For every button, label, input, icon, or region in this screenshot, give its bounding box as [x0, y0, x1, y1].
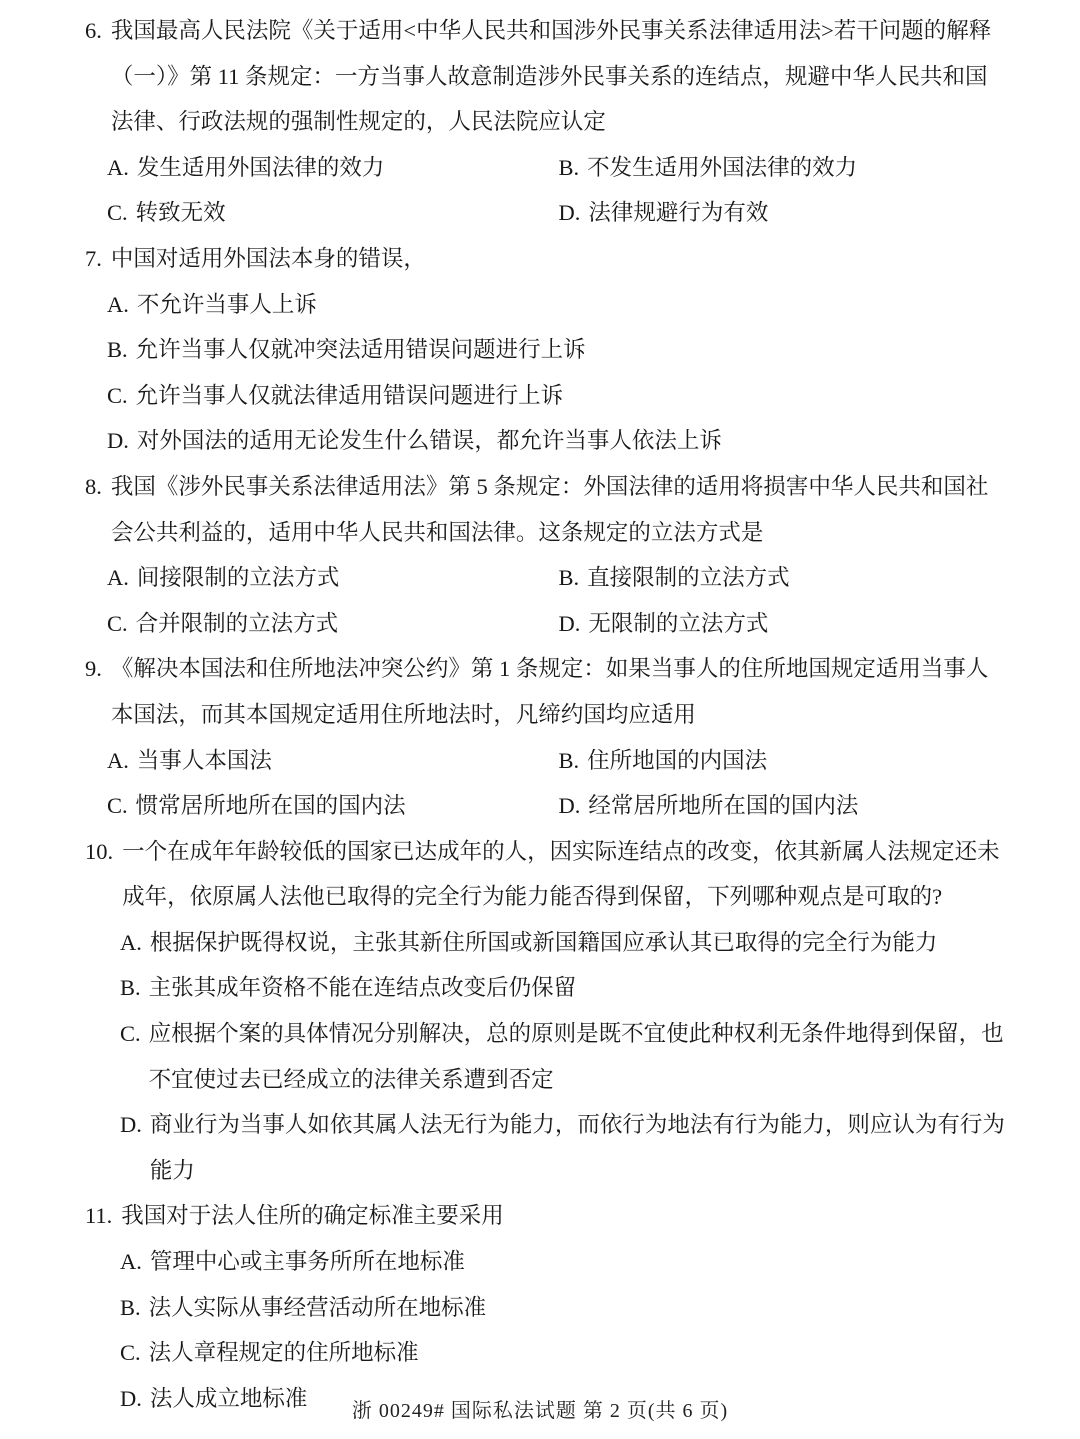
option-label: A. — [107, 154, 129, 180]
option — [120, 1330, 1010, 1376]
page-footer — [0, 1394, 1080, 1423]
option — [120, 1239, 1010, 1285]
question-stem — [85, 1193, 1010, 1239]
option-label: D. — [120, 1112, 142, 1138]
question — [85, 464, 1010, 646]
option-text: 无限制的立法方式 — [588, 610, 769, 636]
option-label: B. — [558, 747, 580, 773]
question-text: 中国对适用外国法本身的错误， — [110, 245, 426, 271]
option-text: 应根据个案的具体情况分别解决，总的原则是既不宜使此种权利无条件地得到保留，也不宜使过去已经成立的法律关系遭到否定 — [148, 1021, 1004, 1092]
option — [107, 145, 559, 191]
option — [107, 190, 559, 236]
option — [107, 282, 1010, 328]
option-text: 管理中心或主事务所所在地标准 — [149, 1249, 465, 1275]
option-label: C. — [107, 382, 128, 408]
option-label: D. — [558, 793, 581, 819]
option-text: 法人章程规定的住所地标准 — [148, 1340, 419, 1366]
option-text: 法人成立地标准 — [149, 1385, 308, 1411]
option-label: D. — [558, 200, 581, 226]
option — [120, 965, 1010, 1011]
question — [85, 236, 1010, 464]
option-label: A. — [120, 929, 142, 955]
option-text: 根据保护既得权说，主张其新住所国或新国籍国应承认其已取得的完全行为能力 — [149, 929, 938, 955]
question — [85, 1193, 1010, 1421]
option-label: A. — [107, 565, 129, 591]
question-stem — [85, 8, 1010, 145]
option-text: 主张其成年资格不能在连结点改变后仍保留 — [148, 975, 577, 1001]
question-text: 我国对于法人住所的确定标准主要采用 — [121, 1203, 504, 1229]
option-text: 经常居所地所在国的国内法 — [588, 793, 859, 819]
question — [85, 8, 1010, 236]
option-label: C. — [120, 1340, 141, 1366]
option-text: 直接限制的立法方式 — [587, 565, 790, 591]
question-text: 一个在成年年龄较低的国家已达成年的人，因实际连结点的改变，依其新属人法规定还未成年，依原属人法他已取得的完全行为能力能否得到保留，下列哪种观点是可取的? — [122, 838, 1000, 910]
option-label: C. — [107, 200, 128, 226]
option-list — [107, 282, 1010, 464]
option — [107, 327, 1010, 373]
option-text: 允许当事人仅就法律适用错误问题进行上诉 — [135, 382, 564, 408]
option-label: D. — [558, 610, 581, 636]
option — [559, 601, 1011, 647]
option-label: A. — [107, 747, 129, 773]
option-label: B. — [558, 154, 580, 180]
question — [85, 646, 1010, 828]
option-list — [120, 920, 1010, 1194]
option — [107, 601, 559, 647]
option — [107, 418, 1010, 464]
option — [559, 738, 1011, 784]
option-text: 不允许当事人上诉 — [136, 291, 317, 317]
question-number: 6. — [85, 18, 102, 43]
option-label: C. — [107, 793, 128, 819]
option — [107, 373, 1010, 419]
option-text: 对外国法的适用无论发生什么错误，都允许当事人依法上诉 — [136, 428, 722, 454]
option — [120, 1285, 1010, 1331]
footer-text: 浙 00249# 国际私法试题 第 2 页(共 6 页) — [351, 1400, 729, 1422]
question-number: 9. — [85, 656, 102, 682]
question-number: 10. — [85, 838, 114, 864]
option — [107, 555, 559, 601]
option — [559, 190, 1011, 236]
option — [107, 738, 559, 784]
question-stem — [85, 646, 1010, 737]
option-label: C. — [107, 610, 128, 636]
option-label: D. — [107, 428, 129, 454]
question-stem — [85, 829, 1010, 920]
option-text: 间接限制的立法方式 — [136, 565, 340, 591]
option-text: 发生适用外国法律的效力 — [136, 154, 385, 180]
option-label: B. — [558, 565, 580, 591]
option-label: C. — [120, 1021, 141, 1047]
option-label: B. — [107, 337, 128, 363]
question-stem — [85, 464, 1010, 555]
option — [559, 783, 1011, 829]
option-text: 转致无效 — [135, 200, 226, 226]
option-text: 惯常居所地所在国的国内法 — [135, 793, 406, 819]
option-list — [107, 555, 1010, 646]
question-text: 我国《涉外民事关系法律适用法》第 5 条规定：外国法律的适用将损害中华人民共和国社会公共利益的，适用中华人民共和国法律。这条规定的立法方式是 — [110, 473, 989, 545]
option-text: 法律规避行为有效 — [588, 200, 769, 226]
option-list — [107, 738, 1010, 829]
option-text: 法人实际从事经营活动所在地标准 — [148, 1294, 487, 1320]
option-text: 当事人本国法 — [136, 747, 272, 773]
option — [120, 1102, 1010, 1193]
question-number: 7. — [85, 245, 102, 271]
option-text: 住所地国的内国法 — [587, 747, 768, 773]
option — [107, 783, 559, 829]
question-stem — [85, 236, 1010, 282]
option-label: A. — [120, 1249, 142, 1275]
option — [559, 145, 1011, 191]
option-label: B. — [120, 975, 141, 1001]
option-text: 允许当事人仅就冲突法适用错误问题进行上诉 — [135, 337, 586, 363]
option-label: B. — [120, 1294, 141, 1320]
option-label: A. — [107, 291, 129, 317]
question-text: 我国最高人民法院《关于适用<中华人民共和国涉外民事关系法律适用法>若干问题的解释（一）》第 11 条规定：一方当事人故意制造涉外民事关系的连结点，规避中华人民共和国法律、行政法规的强制性规定的，人民法院应认定 — [110, 18, 992, 135]
option-label: D. — [120, 1385, 142, 1411]
question — [85, 829, 1010, 1194]
option — [559, 555, 1011, 601]
question-text: 《解决本国法和住所地法冲突公约》第 1 条规定：如果当事人的住所地国规定适用当事人本国法，而其本国规定适用住所地法时，凡缔约国均应适用 — [110, 656, 989, 727]
option-list — [107, 145, 1010, 236]
option-text: 商业行为当事人如依其属人法无行为能力，而依行为地法有行为能力，则应认为有行为能力 — [149, 1112, 1005, 1183]
option-text: 合并限制的立法方式 — [135, 610, 339, 636]
question-number: 8. — [85, 473, 102, 499]
option-text: 不发生适用外国法律的效力 — [587, 154, 858, 180]
option — [120, 920, 1010, 966]
option — [120, 1011, 1010, 1102]
question-number: 11. — [85, 1203, 113, 1229]
